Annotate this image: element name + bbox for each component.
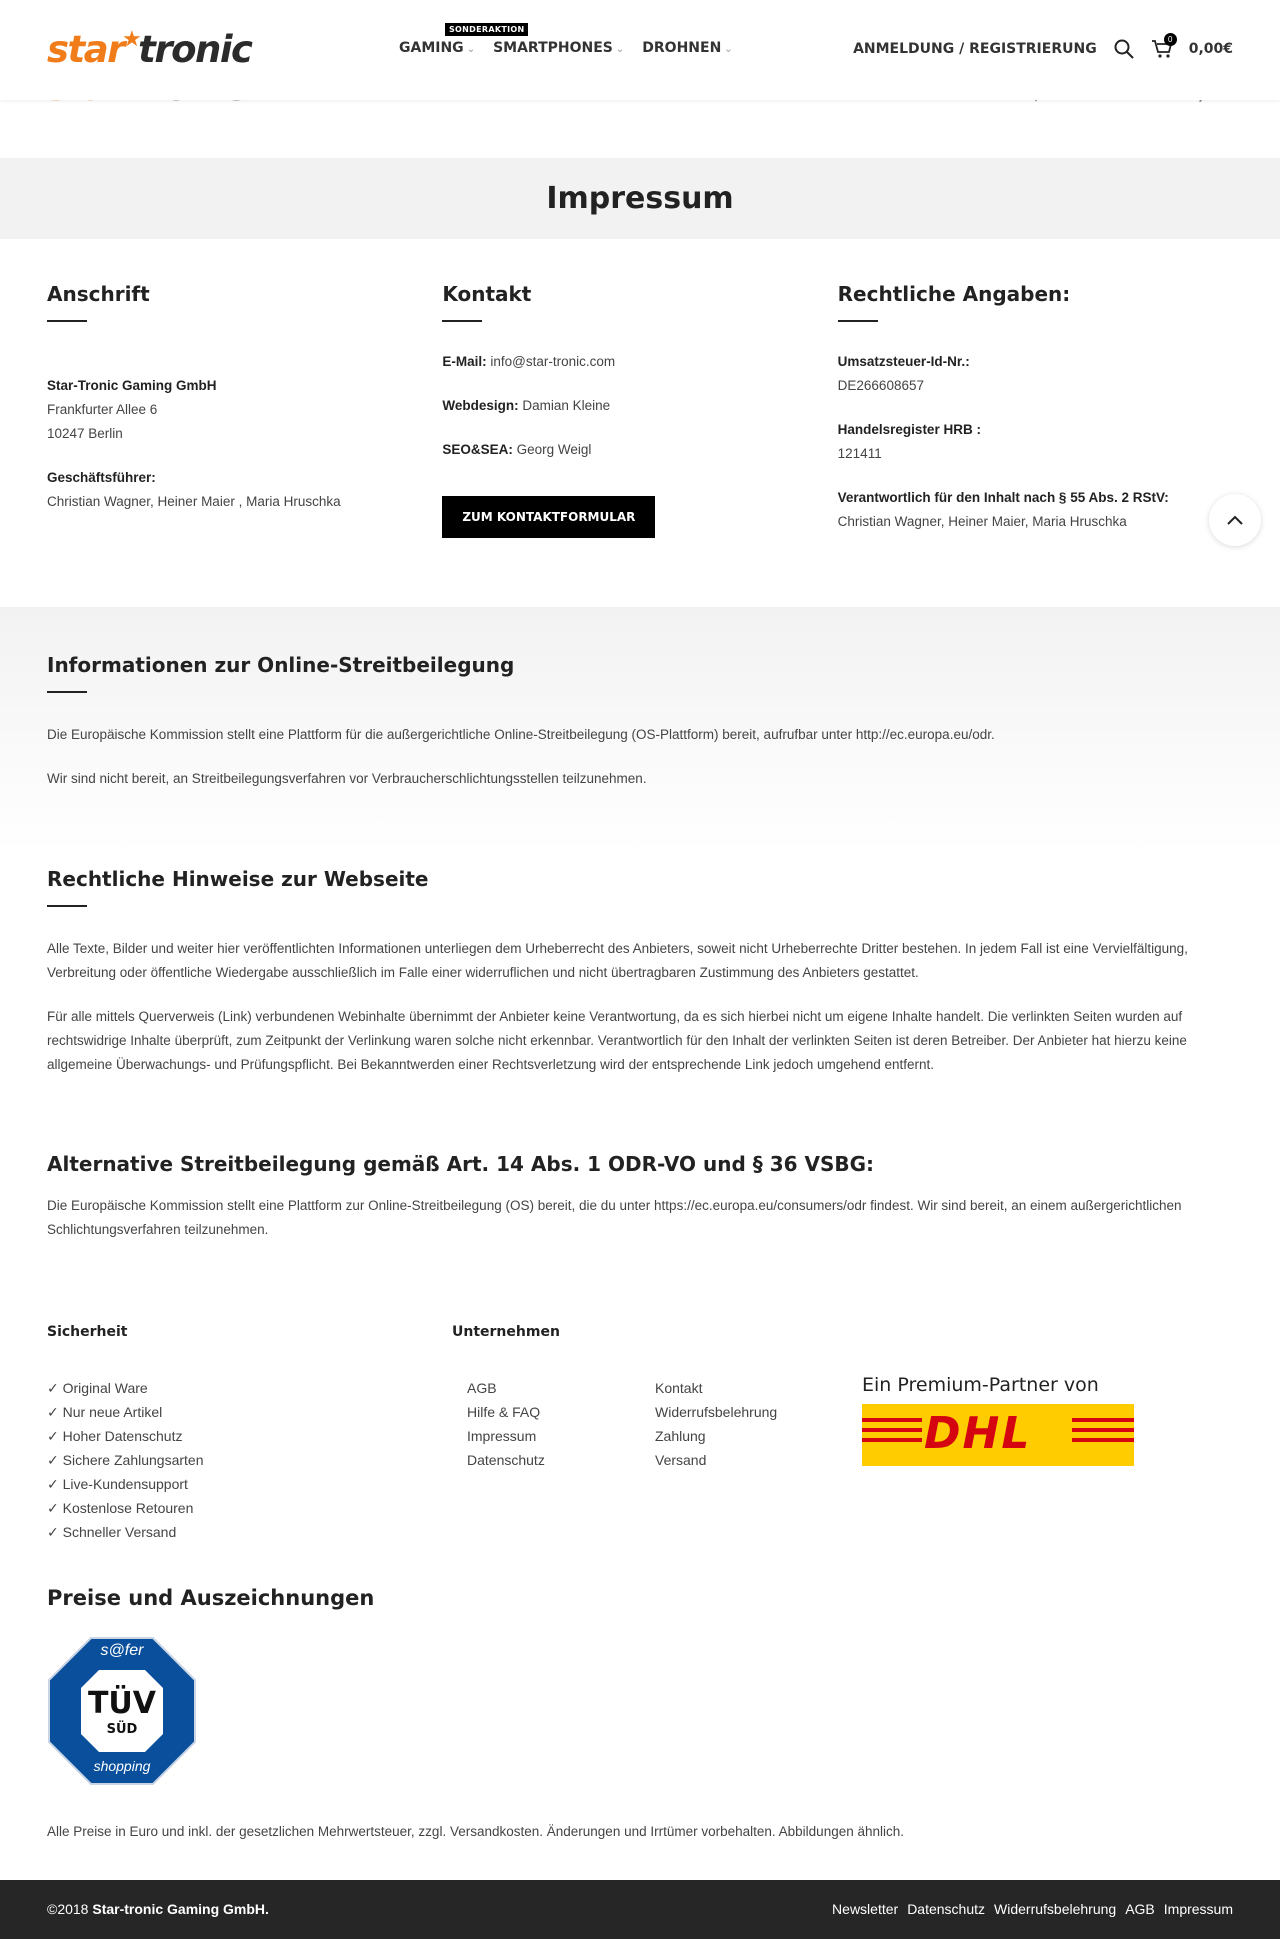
star-icon: ★ <box>121 27 141 52</box>
footer-link-widerruf[interactable]: Widerrufsbelehrung <box>655 1404 778 1420</box>
footer-link-versand[interactable]: Versand <box>655 1452 707 1468</box>
tuv-bottom-text: shopping <box>93 1758 151 1774</box>
footer-link-zahlung[interactable]: Zahlung <box>655 1428 706 1444</box>
kontakt-column <box>442 282 837 538</box>
nav-gaming-label: GAMING <box>399 40 464 56</box>
gf-label: Geschäftsführer: <box>47 470 156 485</box>
bottom-link-newsletter[interactable]: Newsletter <box>832 1901 899 1917</box>
list-item: ✓ Schneller Versand <box>47 1524 177 1540</box>
bottom-bar <box>0 1880 1280 1939</box>
ust-label: Umsatzsteuer-Id-Nr.: <box>837 354 970 369</box>
dhl-widget <box>862 1374 1134 1466</box>
divider <box>47 320 87 322</box>
hrb-value: 121411 <box>837 446 882 461</box>
divider <box>47 905 87 907</box>
list-item: ✓ Hoher Datenschutz <box>47 1428 183 1444</box>
alternative-section <box>47 1152 1233 1242</box>
nav-gaming[interactable] <box>399 25 525 56</box>
footer-link-impressum[interactable]: Impressum <box>467 1428 537 1444</box>
chevron-up-icon <box>1226 514 1244 526</box>
bottom-link-widerruf[interactable]: Widerrufsbelehrung <box>994 1901 1117 1917</box>
unternehmen-list-1 <box>467 1376 655 1472</box>
nav-smartphones[interactable] <box>493 40 624 56</box>
streit-title: Informationen zur Online-Streitbeilegung <box>47 653 515 677</box>
rechtlich-column <box>838 282 1233 538</box>
streit-paragraph-2: Wir sind nicht bereit, an Streitbeilegungsverfahren vor Verbraucherschlichtungsstellen teilzunehmen. <box>47 771 647 786</box>
nav-smartphones-label: SMARTPHONES <box>493 40 613 56</box>
unternehmen-list-2 <box>655 1376 777 1472</box>
sicherheit-title: Sicherheit <box>47 1324 128 1340</box>
bottom-link-agb[interactable]: AGB <box>1125 1901 1155 1917</box>
list-item: ✓ Live-Kundensupport <box>47 1476 188 1492</box>
footer-link-datenschutz[interactable]: Datenschutz <box>467 1452 545 1468</box>
dhl-partner-title: Ein Premium-Partner von <box>862 1374 1099 1396</box>
hinweise-paragraph-1: Alle Texte, Bilder und weiter hier veröffentlichten Informationen unterliegen dem Urheberrecht des Anbieters, soweit nicht Urheberrechte Dritter bestehen. In jedem Fall ist eine Vervielfältigung, Verbreitung oder öffentliche Wiedergabe ausschließlich im Falle einer widerruflichen und nicht übertragbaren Zustimmung des Anbieters gestattet. <box>47 941 1188 980</box>
copyright: ©2018 Star-tronic Gaming GmbH. <box>47 1901 269 1917</box>
anschrift-title: Anschrift <box>47 282 150 306</box>
tuv-main-text: TÜV <box>87 1686 157 1721</box>
chevron-down-icon: ⌄ <box>724 44 733 55</box>
price-note: Alle Preise in Euro und inkl. der gesetzlichen Mehrwertsteuer, zzgl. Versandkosten. Änderungen und Irrtümer vorbehalten. Abbildungen ähnlich. <box>47 1824 905 1839</box>
list-item: ✓ Original Ware <box>47 1380 148 1396</box>
kontakt-title: Kontakt <box>442 282 532 306</box>
site-header <box>0 0 1280 100</box>
street: Frankfurter Allee 6 <box>47 402 158 417</box>
footer-link-agb[interactable]: AGB <box>467 1380 497 1396</box>
cart-count-badge: 0 <box>1164 33 1177 46</box>
main-nav <box>399 25 733 56</box>
gf-names: Christian Wagner, Heiner Maier , Maria Hruschka <box>47 494 341 509</box>
dhl-logo[interactable]: DHL <box>862 1404 1134 1466</box>
site-logo[interactable]: star★tronic <box>47 27 252 71</box>
hrb-label: Handelsregister HRB : <box>837 422 981 437</box>
unternehmen-title: Unternehmen <box>452 1324 560 1340</box>
company-name: Star-Tronic Gaming GmbH <box>47 378 217 393</box>
hinweise-section <box>47 867 1233 1077</box>
webdesign-value: Damian Kleine <box>522 398 611 413</box>
tuv-sued-badge[interactable] <box>47 1636 197 1786</box>
webdesign-label: Webdesign: <box>442 398 519 413</box>
alternative-paragraph: Die Europäische Kommission stellt eine Plattform zur Online-Streitbeilegung (OS) bereit, die du unter https://ec.europa.eu/consumers/odr findest. Wir sind bereit, an einem außergerichtlichen Schlichtungsverfahren teilzunehmen. <box>47 1198 1182 1237</box>
tuv-sub-text: SÜD <box>106 1722 138 1737</box>
bottom-links <box>832 1901 1233 1917</box>
contact-form-button[interactable]: ZUM KONTAKTFORMULAR <box>442 496 655 538</box>
ust-value: DE266608657 <box>837 378 924 393</box>
anschrift-column <box>47 282 442 538</box>
city: 10247 Berlin <box>47 426 123 441</box>
verantw-value: Christian Wagner, Heiner Maier, Maria Hruschka <box>837 514 1127 529</box>
footer-link-faq[interactable]: Hilfe & FAQ <box>467 1404 541 1420</box>
chevron-down-icon: ⌄ <box>615 44 625 55</box>
list-item: ✓ Nur neue Artikel <box>47 1404 163 1420</box>
list-item: ✓ Sichere Zahlungsarten <box>47 1452 204 1468</box>
page-title-band <box>0 158 1280 239</box>
list-item: ✓ Kostenlose Retouren <box>47 1500 194 1516</box>
unternehmen-widget <box>452 1324 777 1472</box>
sicherheit-list <box>47 1376 204 1544</box>
seo-value: Georg Weigl <box>516 442 592 457</box>
bottom-link-datenschutz[interactable]: Datenschutz <box>907 1901 986 1917</box>
hinweise-paragraph-2: Für alle mittels Querverweis (Link) verbundenen Webinhalte übernimmt der Anbieter keine Verantwortung, da es sich hierbei nicht um eigene Inhalte handelt. Die verlinkten Seiten wurden auf rechtswidrige Inhalte überprüft, zum Zeitpunkt der Verlinkung waren solche nicht erkennbar. Verantwortlich für den Inhalt der verlinkten Seiten ist deren Betreiber. Der Anbieter hat hierzu keine allgemeine Überwachungs- und Prüfungspflicht. Bei Bekanntwerden einer Rechtsverletzung wird der entsprechende Link jedoch umgehend entfernt. <box>47 1009 1187 1072</box>
streit-section <box>47 653 1233 791</box>
rechtlich-title: Rechtliche Angaben: <box>837 282 1071 306</box>
cart-icon[interactable] <box>1151 35 1173 60</box>
login-register-link[interactable]: ANMELDUNG / REGISTRIERUNG <box>853 41 1097 57</box>
streit-paragraph-1: Die Europäische Kommission stellt eine Plattform für die außergerichtliche Online-Streitbeilegung (OS-Plattform) bereit, aufrufbar unter http://ec.europa.eu/odr. <box>47 727 995 742</box>
awards-widget <box>47 1586 374 1786</box>
nav-drohnen-label: DROHNEN <box>642 40 722 56</box>
chevron-down-icon: ⌄ <box>466 44 476 55</box>
email-label: E-Mail: <box>442 354 487 369</box>
sonderaktion-badge: SONDERAKTION <box>445 23 528 36</box>
hinweise-title: Rechtliche Hinweise zur Webseite <box>47 867 429 891</box>
divider <box>442 320 482 322</box>
divider <box>47 691 87 693</box>
consumers-odr-link[interactable]: https://ec.europa.eu/consumers/odr <box>654 1198 867 1213</box>
scroll-to-top-button[interactable] <box>1209 494 1261 546</box>
seo-label: SEO&SEA: <box>442 442 513 457</box>
search-icon[interactable] <box>1113 38 1135 60</box>
alternative-title: Alternative Streitbeilegung gemäß Art. 14 Abs. 1 ODR-VO und § 36 VSBG: <box>47 1152 875 1176</box>
tuv-top-text: s@fer <box>100 1642 144 1659</box>
impressum-columns <box>47 282 1233 538</box>
email-link[interactable]: info@star-tronic.com <box>490 354 616 369</box>
odr-link[interactable]: http://ec.europa.eu/odr <box>855 727 991 742</box>
awards-title: Preise und Auszeichnungen <box>47 1586 375 1610</box>
sicherheit-widget <box>47 1324 204 1544</box>
bottom-link-impressum[interactable]: Impressum <box>1163 1901 1233 1917</box>
page-title: Impressum <box>546 181 734 216</box>
divider <box>838 320 878 322</box>
nav-drohnen[interactable] <box>642 40 732 56</box>
footer-link-kontakt[interactable]: Kontakt <box>655 1380 703 1396</box>
verantw-label: Verantwortlich für den Inhalt nach § 55 Abs. 2 RStV: <box>837 490 1169 505</box>
cart-total[interactable]: 0,00€ <box>1188 41 1233 57</box>
